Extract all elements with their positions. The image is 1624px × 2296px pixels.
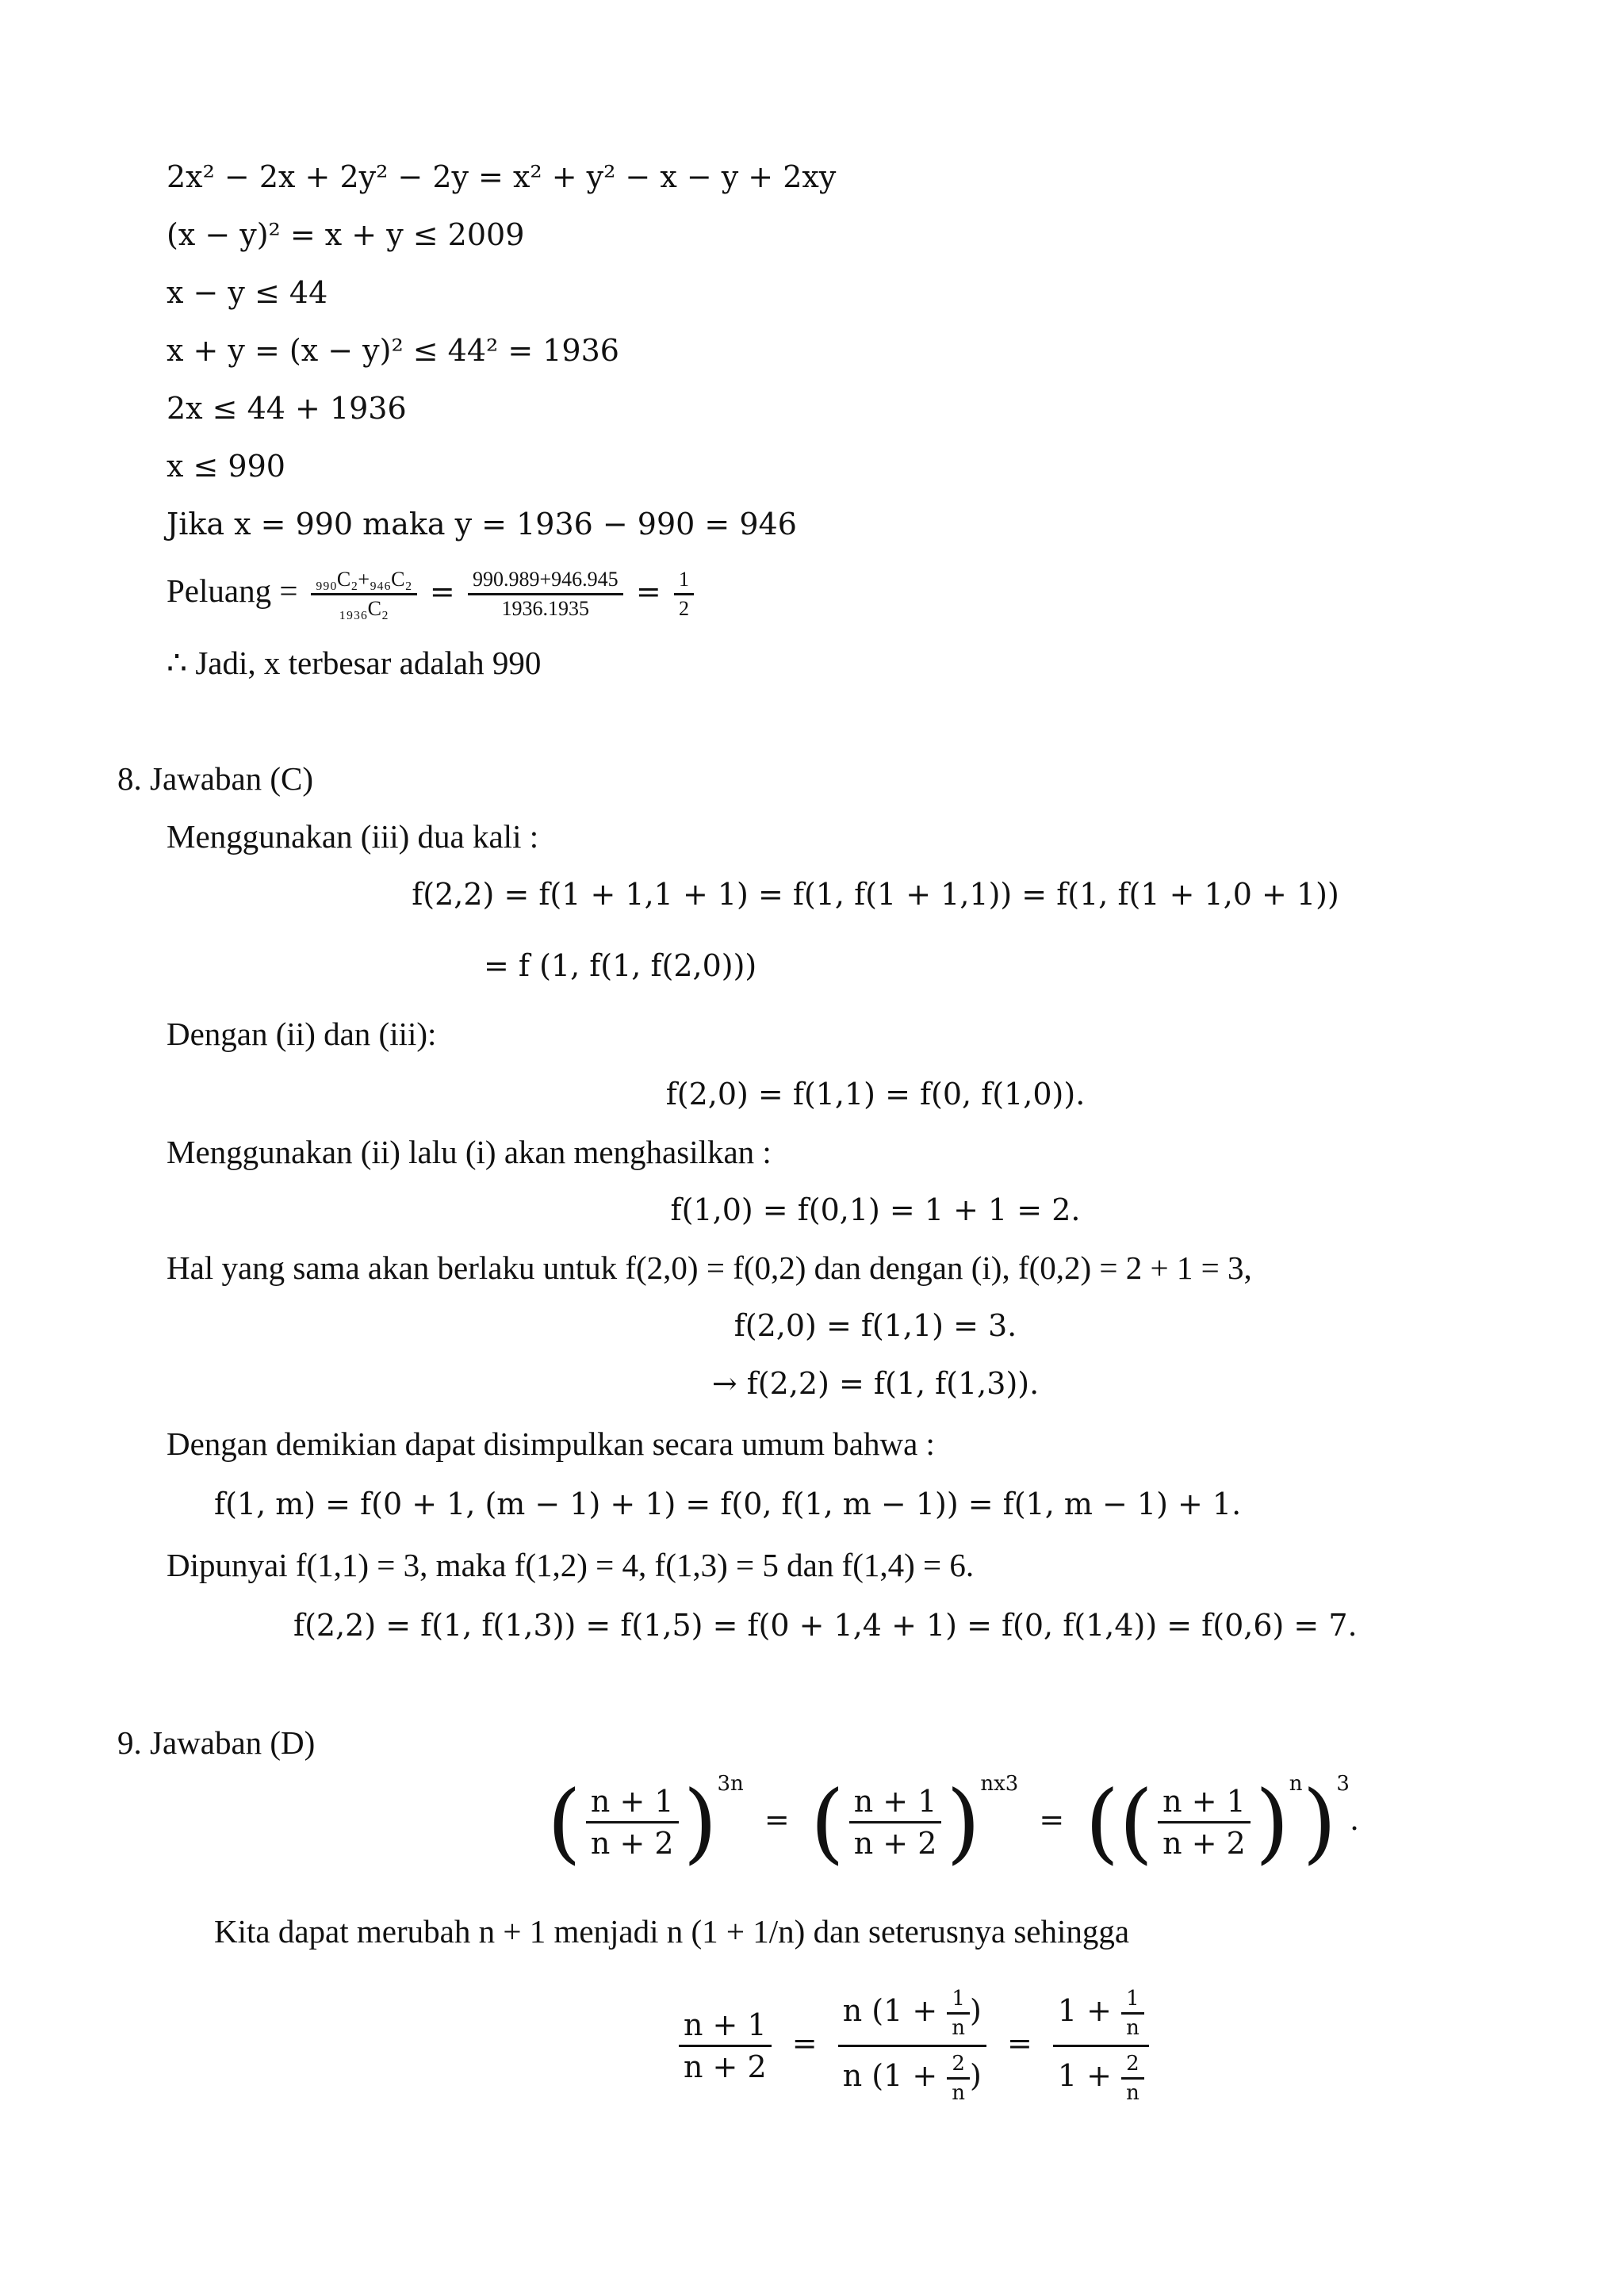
inner-two: 2 — [947, 2050, 970, 2080]
inner-one-3: 1 — [1121, 1985, 1144, 2015]
frac-9-6-num-lead: 1 + — [1057, 1993, 1112, 2028]
fraction-products-denominator: 1936.1935 — [501, 597, 590, 621]
exp-3n: 3n — [717, 1772, 744, 1796]
frac-9-4-num: n + 1 — [679, 2005, 772, 2047]
text-9-1: Kita dapat merubah n + 1 menjadi n (1 + 1/n) dan seterusnya sehingga — [214, 1913, 1130, 1950]
heading-9: 9. Jawaban (D) — [117, 1724, 316, 1761]
equation-8-3: f(2,0) = f(1,1) = f(0, f(1,0)). — [665, 1077, 1086, 1112]
frac-9-6 — [1053, 1982, 1149, 2110]
text-8-4: Hal yang sama akan berlaku untuk f(2,0) = f(0,2) dan dengan (i), f(0,2) = 2 + 1 = 3, — [167, 1249, 1252, 1286]
equation-9-1: ( $\frac{n + 1}{n + 2}$ )$^{3n}$ = ( $\frac{n + 1}{n + 2}$ )$^{nx3}$ = (( $\frac{n + 1}{n + 2}$ )$^n$)$^3$. — [547, 1771, 1360, 1873]
close-paren: ) — [970, 1993, 982, 2028]
fraction-products — [468, 566, 623, 622]
frac-9-6-den-lead: 1 + — [1057, 2058, 1112, 2093]
equation-8-2: = f (1, f(1, f(2,0))) — [484, 948, 757, 983]
inner-n-3: n — [1126, 2016, 1139, 2040]
equation-8-6: → f(2,2) = f(1, f(1,3)). — [711, 1366, 1040, 1401]
equation-8-8: f(2,2) = f(1, f(1,3)) = f(1,5) = f(0 + 1,4 + 1) = f(0, f(1,4)) = f(0,6) = 7. — [293, 1608, 1358, 1643]
equation-8-1: f(2,2) = f(1 + 1,1 + 1) = f(1, f(1 + 1,1)) = f(1, f(1 + 1,0 + 1)) — [412, 877, 1339, 912]
heading-8: 8. Jawaban (C) — [117, 760, 314, 797]
fraction-combinations-numerator: ₉₉₀C₂+₉₄₆C₂ — [311, 566, 417, 595]
frac-9-2-num: n + 1 — [849, 1781, 942, 1823]
equation-8-4: f(1,0) = f(0,1) = 1 + 1 = 2. — [670, 1192, 1081, 1227]
text-8-6: Dipunyai f(1,1) = 3, maka f(1,2) = 4, f(1,3) = 5 dan f(1,4) = 6. — [167, 1547, 975, 1583]
exp-n: n — [1289, 1772, 1303, 1796]
frac-9-4-den: n + 2 — [684, 2049, 767, 2084]
exp-3: 3 — [1336, 1772, 1350, 1796]
inner-n: n — [952, 2016, 966, 2040]
fraction-half-numerator: 1 — [674, 566, 694, 595]
equation-8-5: f(2,0) = f(1,1) = 3. — [733, 1308, 1017, 1343]
frac-9-5 — [838, 1982, 986, 2110]
equation-line-4: x + y = (x − y)² ≤ 44² = 1936 — [167, 333, 619, 368]
fraction-combinations — [311, 566, 417, 622]
exp-nx3: nx3 — [980, 1772, 1019, 1796]
equation-9-2: $\frac{n + 1}{n + 2}$ = n (1 + $\frac{1}{n}$ ) n (1 + $\frac{2}{n}$ ) = 1 + $\frac{1}{n}$ 1 + $\frac{2}{n}$ — [674, 1982, 1154, 2110]
frac-9-3-num: n + 1 — [1158, 1781, 1251, 1823]
fraction-combinations-denominator: ₁₉₃₆C₂ — [339, 597, 389, 621]
text-8-5: Dengan demikian dapat disimpulkan secara umum bahwa : — [167, 1425, 935, 1462]
peluang-equation: Peluang = $\frac{\text{₉₉₀C₂+₉₄₆C₂}}{\text{₁₉₃₆C₂}}$ = $\frac{990.989+946.945}{1936.1935}$ = $\frac{1}{2}$ — [167, 555, 699, 627]
text-8-3: Menggunakan (ii) lalu (i) akan menghasilkan : — [167, 1134, 772, 1170]
equation-line-2: (x − y)² = x + y ≤ 2009 — [167, 217, 525, 252]
close-paren-2: ) — [970, 2058, 982, 2093]
frac-9-3-den: n + 2 — [1162, 1826, 1246, 1861]
inner-n-4: n — [1126, 2081, 1139, 2105]
frac-9-1-den: n + 2 — [590, 1826, 674, 1861]
inner-n-2: n — [952, 2081, 966, 2105]
equation-line-1: 2x² − 2x + 2y² − 2y = x² + y² − x − y + 2xy — [167, 159, 837, 194]
peluang-label: Peluang = — [167, 572, 298, 609]
frac-9-5-num-lead: n (1 + — [842, 1993, 938, 2028]
frac-9-1-num: n + 1 — [586, 1781, 679, 1823]
text-8-2: Dengan (ii) dan (iii): — [167, 1016, 437, 1052]
inner-two-4: 2 — [1121, 2050, 1144, 2080]
frac-9-2-den: n + 2 — [853, 1826, 937, 1861]
equation-line-7: Jika x = 990 maka y = 1936 − 990 = 946 — [167, 507, 797, 541]
text-8-1: Menggunakan (iii) dua kali : — [167, 818, 539, 855]
equation-line-3: x − y ≤ 44 — [167, 275, 328, 310]
equation-line-5: 2x ≤ 44 + 1936 — [167, 391, 407, 426]
conclusion-7: ∴ Jadi, x terbesar adalah 990 — [167, 645, 542, 681]
fraction-products-numerator: 990.989+946.945 — [468, 566, 623, 595]
inner-one: 1 — [947, 1985, 970, 2015]
equation-line-6: x ≤ 990 — [167, 449, 285, 484]
frac-9-5-den-lead: n (1 + — [842, 2058, 938, 2093]
equation-8-7: f(1, m) = f(0 + 1, (m − 1) + 1) = f(0, f(1, m − 1)) = f(1, m − 1) + 1. — [214, 1487, 1242, 1521]
fraction-half-denominator: 2 — [678, 597, 689, 621]
fraction-half — [674, 566, 694, 622]
